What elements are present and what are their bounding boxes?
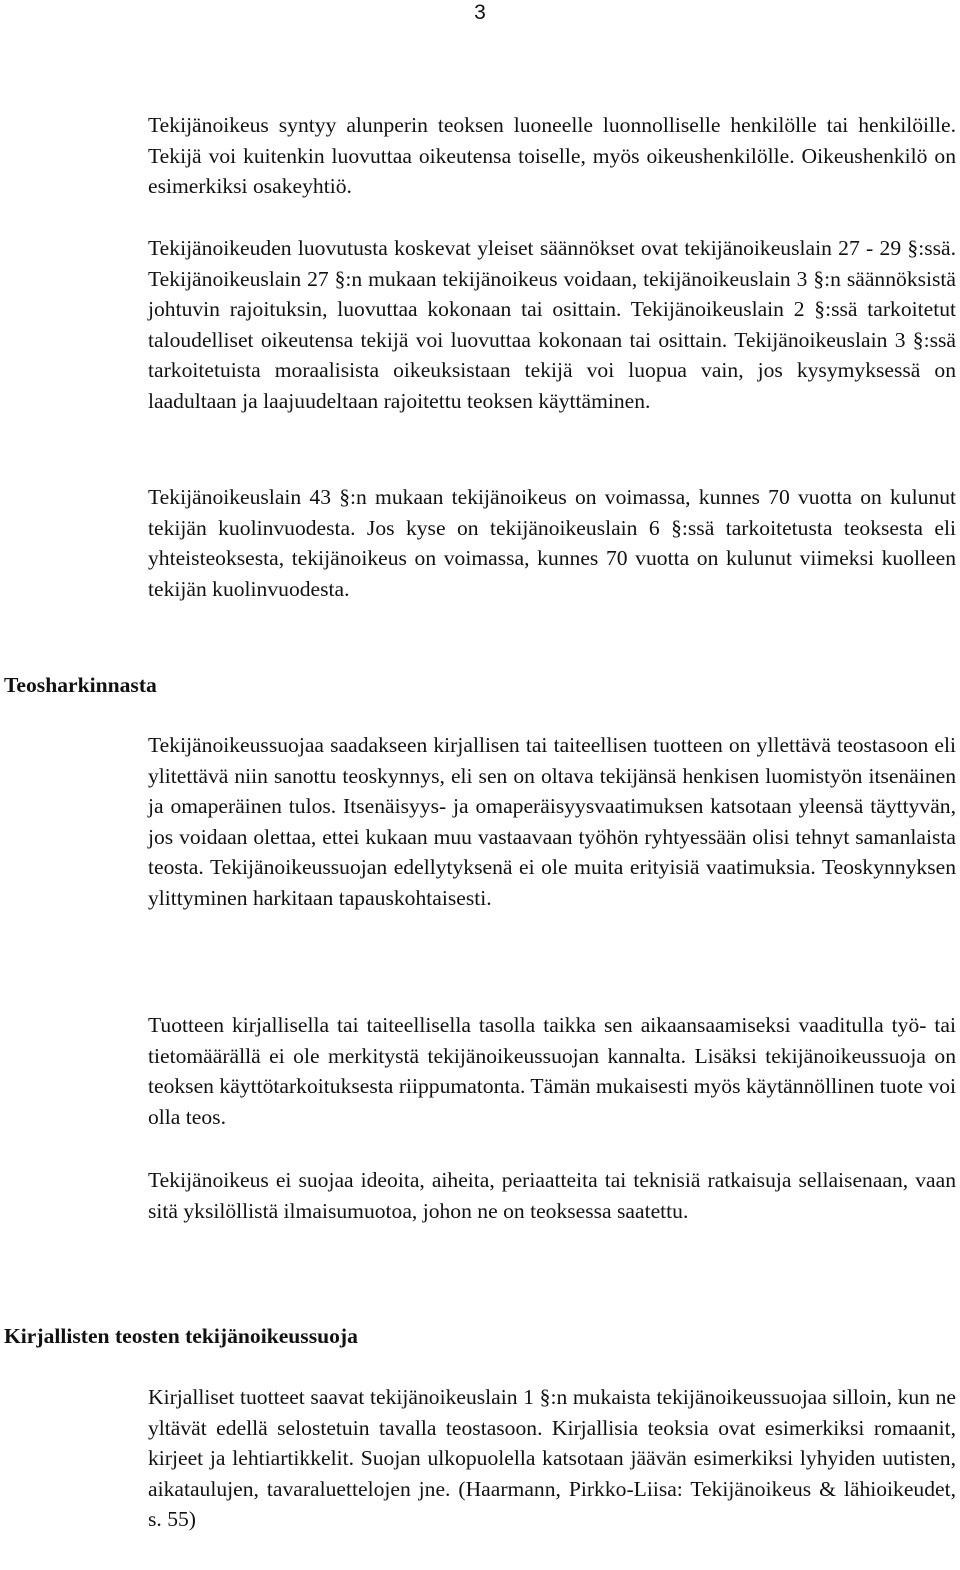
paragraph-artistic-level: Tuotteen kirjallisella tai taiteellisella tasolla taikka sen aikaansaamiseksi vaaditulla työ- tai tietomäärällä ei ole merkitystä tekijänoikeussuojan kannalta. Lisäksi tekijänoikeussuoja on teoksen käyttötarkoituksesta riippumatonta. Tämän mukaisesti myös käytännöllinen tuote voi olla teos. xyxy=(148,1013,956,1129)
section-heading-literary-works: Kirjallisten teosten tekijänoikeussuoja xyxy=(4,1324,358,1348)
paragraph-copyright-duration: Tekijänoikeuslain 43 §:n mukaan tekijänoikeus on voimassa, kunnes 70 vuotta on kulunut tekijän kuolinvuodesta. Jos kyse on tekijänoikeuslain 6 §:ssä tarkoitetusta teoksesta eli yhteisteoksesta, tekijänoikeus on voimassa, kunnes 70 vuotta on kulunut viimeksi kuolleen tekijän kuolinvuodesta. xyxy=(148,485,956,601)
paragraph-literary-protection: Kirjalliset tuotteet saavat tekijänoikeuslain 1 §:n mukaista tekijänoikeussuojaa silloin, kun ne yltävät edellä selostetuin tavalla teostasoon. Kirjallisia teoksia ovat esimerkiksi romaanit, kirjeet ja lehtiartikkelit. Suojan ulkopuolella katsotaan jäävän esimerkiksi lyhyiden uutisten, aikataulujen, tavaraluettelojen jne. (Haarmann, Pirkko-Liisa: Tekijänoikeus & lähioikeudet, s. 55) xyxy=(148,1385,956,1531)
page-number: 3 xyxy=(474,1,486,24)
paragraph-work-threshold: Tekijänoikeussuojaa saadakseen kirjallisen tai taiteellisen tuotteen on yllettävä teostasoon eli ylitettävä niin sanottu teoskynnys, eli sen on oltava tekijänsä henkisen luomistyön itsenäinen ja omaperäinen tulos. Itsenäisyys- ja omaperäisyysvaatimuksen katsotaan yleensä täyttyvän, jos voidaan olettaa, ettei kukaan muu vastaavaan työhön ryhtyessään olisi tehnyt samanlaista teosta. Tekijänoikeussuojan edellytyksenä ei ole muita erityisiä vaatimuksia. Teoskynnyksen ylittyminen harkitaan tapauskohtaisesti. xyxy=(148,733,956,910)
paragraph-copyright-origin: Tekijänoikeus syntyy alunperin teoksen luoneelle luonnolliselle henkilölle tai henkilöille. Tekijä voi kuitenkin luovuttaa oikeutensa toiselle, myös oikeushenkilölle. Oikeushenkilö on esimerkiksi osakeyhtiö. xyxy=(148,113,956,198)
section-heading-teosharkinnasta: Teosharkinnasta xyxy=(4,673,157,697)
paragraph-ideas-not-protected: Tekijänoikeus ei suojaa ideoita, aiheita, periaatteita tai teknisiä ratkaisuja sellaisenaan, vaan sitä yksilöllistä ilmaisumuotoa, johon ne on teoksessa saatettu. xyxy=(148,1168,956,1223)
paragraph-copyright-transfer: Tekijänoikeuden luovutusta koskevat yleiset säännökset ovat tekijänoikeuslain 27 - 29 §:ssä. Tekijänoikeuslain 27 §:n mukaan tekijänoikeus voidaan, tekijänoikeuslain 3 §:n säännöksistä johtuvin rajoituksin, luovuttaa kokonaan tai osittain. Tekijänoikeuslain 2 §:ssä tarkoitetut taloudelliset oikeutensa tekijä voi luovuttaa kokonaan tai osittain. Tekijänoikeuslain 3 §:ssä tarkoitetuista moraalisista oikeuksistaan tekijä voi luopua vain, jos kysymyksessä on laadultaan ja laajuudeltaan rajoitettu teoksen käyttäminen. xyxy=(148,236,956,413)
